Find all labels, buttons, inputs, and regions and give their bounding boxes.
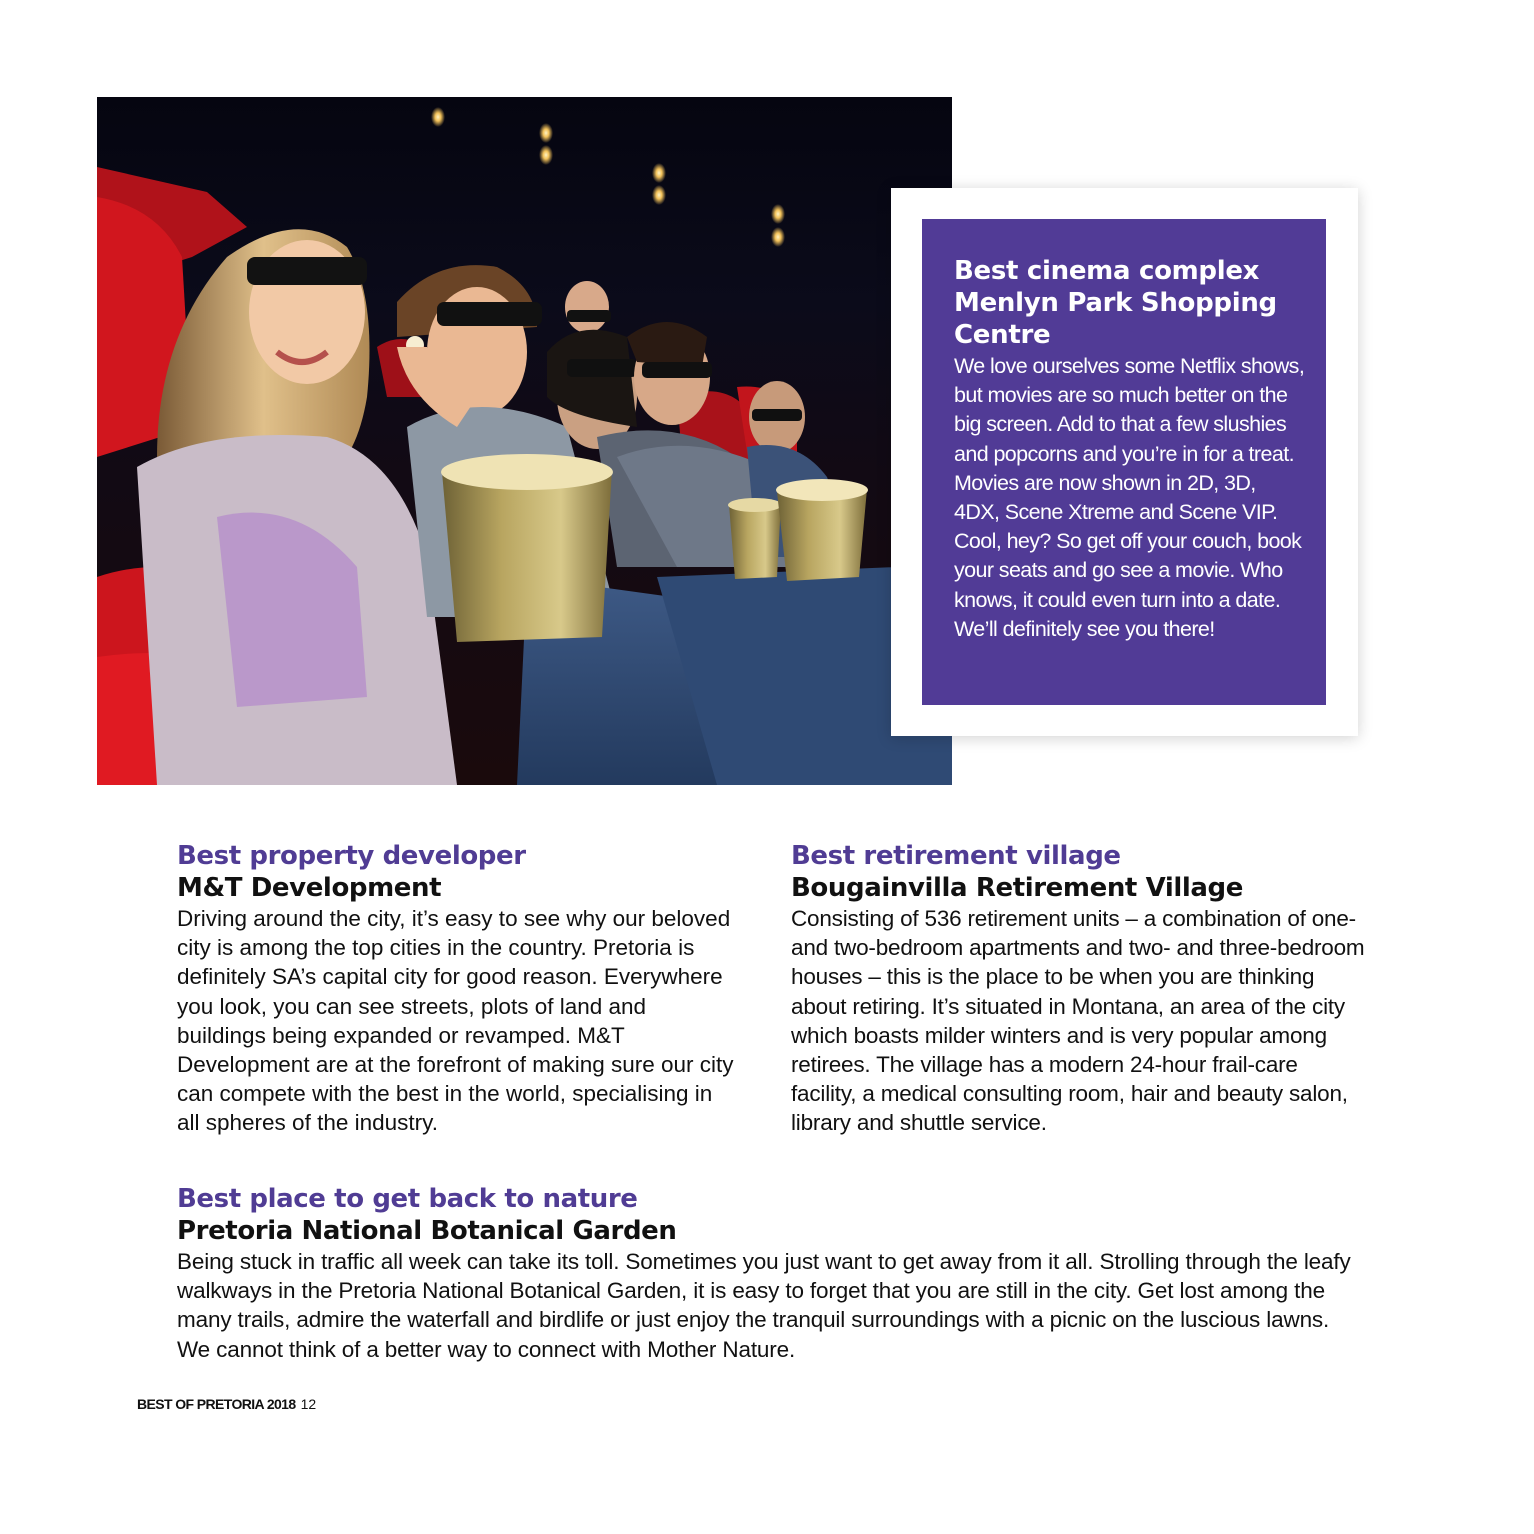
article-category: Best property developer xyxy=(177,841,526,871)
callout-winner-line-1: Menlyn Park Shopping xyxy=(954,288,1277,318)
article-body: Consisting of 536 retirement units – a combination of one- and two-bedroom apartments and two- and three-bedroom houses – this is the place to be when you are thinking about retiring. It’s situated in Montana, an area of the city which boasts milder winters and is very popular among retirees. The village has a modern 24-hour frail-care facility, a medical consulting room, hair and beauty salon, library and shuttle service. xyxy=(791,906,1365,1136)
cinema-callout xyxy=(922,219,1326,705)
article-winner: Pretoria National Botanical Garden xyxy=(177,1216,677,1246)
article-winner: M&T Development xyxy=(177,873,442,903)
publication-name: BEST OF PRETORIA 2018 xyxy=(137,1396,296,1412)
callout-category: Best cinema complex xyxy=(954,256,1260,286)
article-winner: Bougainvilla Retirement Village xyxy=(791,873,1244,903)
article-property-developer xyxy=(177,840,737,1138)
article-category: Best retirement village xyxy=(791,841,1121,871)
article-category: Best place to get back to nature xyxy=(177,1184,638,1214)
article-body: Being stuck in traffic all week can take its toll. Sometimes you just want to get away from it all. Strolling through the leafy walkways in the Pretoria National Botanical Garden, it is easy to forget that you are still in the city. Get lost among the many trails, admire the waterfall and birdlife or just enjoy the tranquil surroundings with a picnic on the luscious lawns. We cannot think of a better way to connect with Mother Nature. xyxy=(177,1249,1351,1362)
ceiling-lights xyxy=(431,107,785,247)
callout-winner xyxy=(954,287,1306,351)
article-retirement-village xyxy=(791,840,1366,1138)
cinema-illustration xyxy=(97,97,952,785)
article-nature xyxy=(177,1183,1357,1364)
page-number: 12 xyxy=(300,1396,317,1412)
callout-body: We love ourselves some Netflix shows, but movies are so much better on the big screen. Add to that a few slushies and popcorns and you’re in for a treat. Movies are now shown in 2D, 3D, 4DX, Scene Xtreme and Scene VIP. Cool, hey? So get off your couch, book your seats and go see a movie. Who knows, it could even turn into a date. We’ll definitely see you there! xyxy=(954,354,1305,641)
page-footer xyxy=(137,1395,316,1413)
callout-winner-line-2: Centre xyxy=(954,320,1051,350)
cinema-audience-photo xyxy=(97,97,952,785)
article-body: Driving around the city, it’s easy to see why our beloved city is among the top cities in the country. Pretoria is definitely SA’s capital city for good reason. Everywhere you look, you can see streets, plots of land and buildings being expanded or revamped. M&T Development are at the forefront of making sure our city can compete with the best in the world, specialising in all spheres of the industry. xyxy=(177,906,734,1136)
